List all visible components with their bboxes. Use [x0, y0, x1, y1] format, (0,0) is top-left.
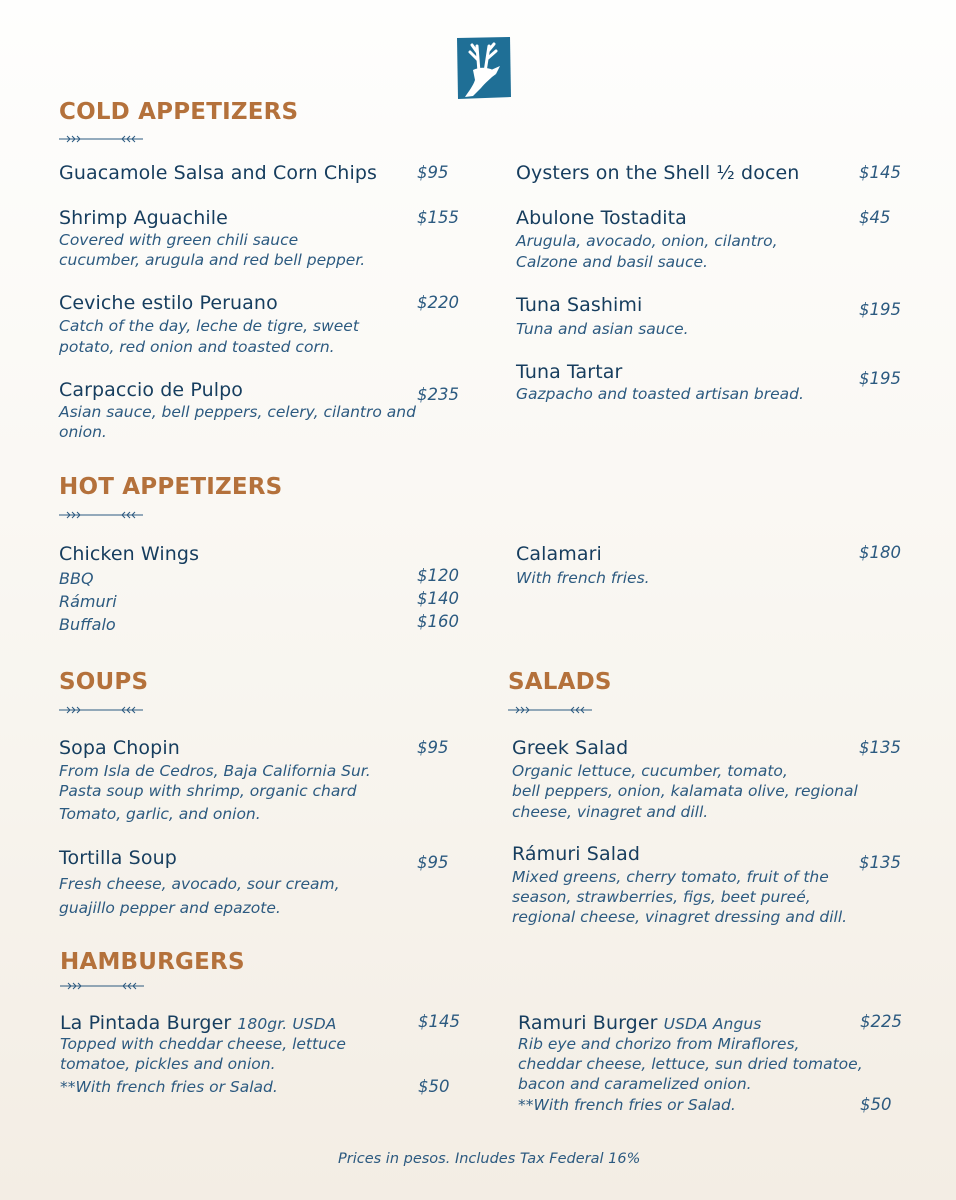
menu-item-name: Tuna Sashimi [516, 294, 643, 316]
section-title-cold: COLD APPETIZERS [59, 99, 299, 125]
menu-item-price: $95 [417, 163, 449, 182]
menu-item-price: $145 [859, 163, 901, 182]
menu-item-desc: season, strawberries, figs, beet pureé, [512, 888, 811, 906]
menu-item-price: $155 [417, 208, 459, 227]
menu-item-name: Rámuri Salad [512, 843, 640, 865]
arrow-divider-icon [59, 510, 149, 520]
burger-note: USDA Angus [663, 1015, 762, 1033]
menu-item-desc: Arugula, avocado, onion, cilantro, [516, 232, 778, 250]
menu-item-price: $95 [417, 738, 449, 757]
menu-item-desc: cucumber, arugula and red bell pepper. [59, 251, 366, 269]
arrow-divider-icon [508, 705, 598, 715]
menu-item-name: Tuna Tartar [516, 361, 623, 383]
menu-item-name [60, 1012, 336, 1034]
menu-item-desc: Topped with cheddar cheese, lettuce [60, 1035, 346, 1053]
menu-item-desc: Tuna and asian sauce. [516, 320, 689, 338]
menu-item-name: Ceviche estilo Peruano [59, 292, 278, 314]
menu-item-desc: Tomato, garlic, and onion. [59, 805, 261, 823]
menu-item-desc: Calzone and basil sauce. [516, 253, 708, 271]
menu-item-name [518, 1012, 762, 1034]
menu-item-desc: tomatoe, pickles and onion. [60, 1055, 276, 1073]
deer-icon [455, 36, 512, 100]
menu-item-desc: Rib eye and chorizo from Miraflores, [518, 1035, 800, 1053]
option-price: $120 [417, 566, 459, 585]
menu-item-desc: regional cheese, vinagret dressing and dill. [512, 908, 848, 926]
extra-note: **With french fries or Salad. [518, 1096, 736, 1114]
menu-item-price: $135 [859, 738, 901, 757]
menu-item-desc: potato, red onion and toasted corn. [59, 338, 335, 356]
menu-item-price: $135 [859, 853, 901, 872]
menu-item-price: $195 [859, 369, 901, 388]
menu-item-desc: cheese, vinagret and dill. [512, 803, 709, 821]
menu-item-price: $220 [417, 293, 459, 312]
menu-item-price: $45 [859, 208, 891, 227]
menu-item-price: $225 [860, 1012, 902, 1031]
menu-item-price: $95 [417, 853, 449, 872]
extra-price: $50 [418, 1077, 450, 1096]
menu-item-desc: cheddar cheese, lettuce, sun dried tomatoe, [518, 1055, 863, 1073]
menu-item-desc: Fresh cheese, avocado, sour cream, [59, 875, 340, 893]
extra-price: $50 [860, 1095, 892, 1114]
burger-note: 180gr. USDA [237, 1015, 337, 1033]
menu-item-name: Sopa Chopin [59, 737, 180, 759]
burger-name: Ramuri Burger [518, 1012, 658, 1034]
menu-item-name: Abulone Tostadita [516, 207, 687, 229]
logo [455, 36, 512, 100]
menu-item-desc: Pasta soup with shrimp, organic chard [59, 782, 357, 800]
menu-item-desc: bell peppers, onion, kalamata olive, regional [512, 782, 858, 800]
menu-item-name: Carpaccio de Pulpo [59, 379, 243, 401]
option-label: Rámuri [59, 592, 117, 611]
menu-item-price: $180 [859, 543, 901, 562]
burger-name: La Pintada Burger [60, 1012, 232, 1034]
menu-item-price: $195 [859, 300, 901, 319]
option-label: BBQ [59, 569, 94, 588]
menu-item-price: $235 [417, 385, 459, 404]
menu-item-desc: Gazpacho and toasted artisan bread. [516, 385, 804, 403]
menu-item-desc: bacon and caramelized onion. [518, 1075, 752, 1093]
menu-item-desc: From Isla de Cedros, Baja California Sur. [59, 762, 371, 780]
menu-item-name: Guacamole Salsa and Corn Chips [59, 162, 377, 184]
option-price: $160 [417, 612, 459, 631]
menu-item-desc: onion. [59, 423, 107, 441]
arrow-divider-icon [59, 705, 149, 715]
menu-item-desc: Catch of the day, leche de tigre, sweet [59, 317, 359, 335]
section-title-salads: SALADS [508, 669, 612, 695]
menu-item-name: Tortilla Soup [59, 847, 177, 869]
arrow-divider-icon [60, 981, 150, 991]
menu-item-price: $145 [418, 1012, 460, 1031]
menu-item-name: Greek Salad [512, 737, 629, 759]
menu-item-desc: guajillo pepper and epazote. [59, 899, 281, 917]
menu-item-desc: With french fries. [516, 569, 650, 587]
menu-item-name: Calamari [516, 543, 602, 565]
menu-item-name: Chicken Wings [59, 543, 200, 565]
menu-item-desc: Organic lettuce, cucumber, tomato, [512, 762, 788, 780]
footer-note: Prices in pesos. Includes Tax Federal 16% [338, 1151, 641, 1167]
arrow-divider-icon [59, 134, 149, 144]
menu-item-desc: Mixed greens, cherry tomato, fruit of the [512, 868, 829, 886]
menu-item-desc: Asian sauce, bell peppers, celery, cilantro and [59, 403, 416, 421]
extra-note: **With french fries or Salad. [60, 1078, 278, 1096]
option-price: $140 [417, 589, 459, 608]
menu-item-name: Oysters on the Shell ½ docen [516, 162, 800, 184]
option-label: Buffalo [59, 615, 116, 634]
menu-item-desc: Covered with green chili sauce [59, 231, 299, 249]
section-title-soups: SOUPS [59, 669, 149, 695]
menu-item-name: Shrimp Aguachile [59, 207, 228, 229]
section-title-burgers: HAMBURGERS [60, 949, 245, 975]
section-title-hot: HOT APPETIZERS [59, 474, 283, 500]
